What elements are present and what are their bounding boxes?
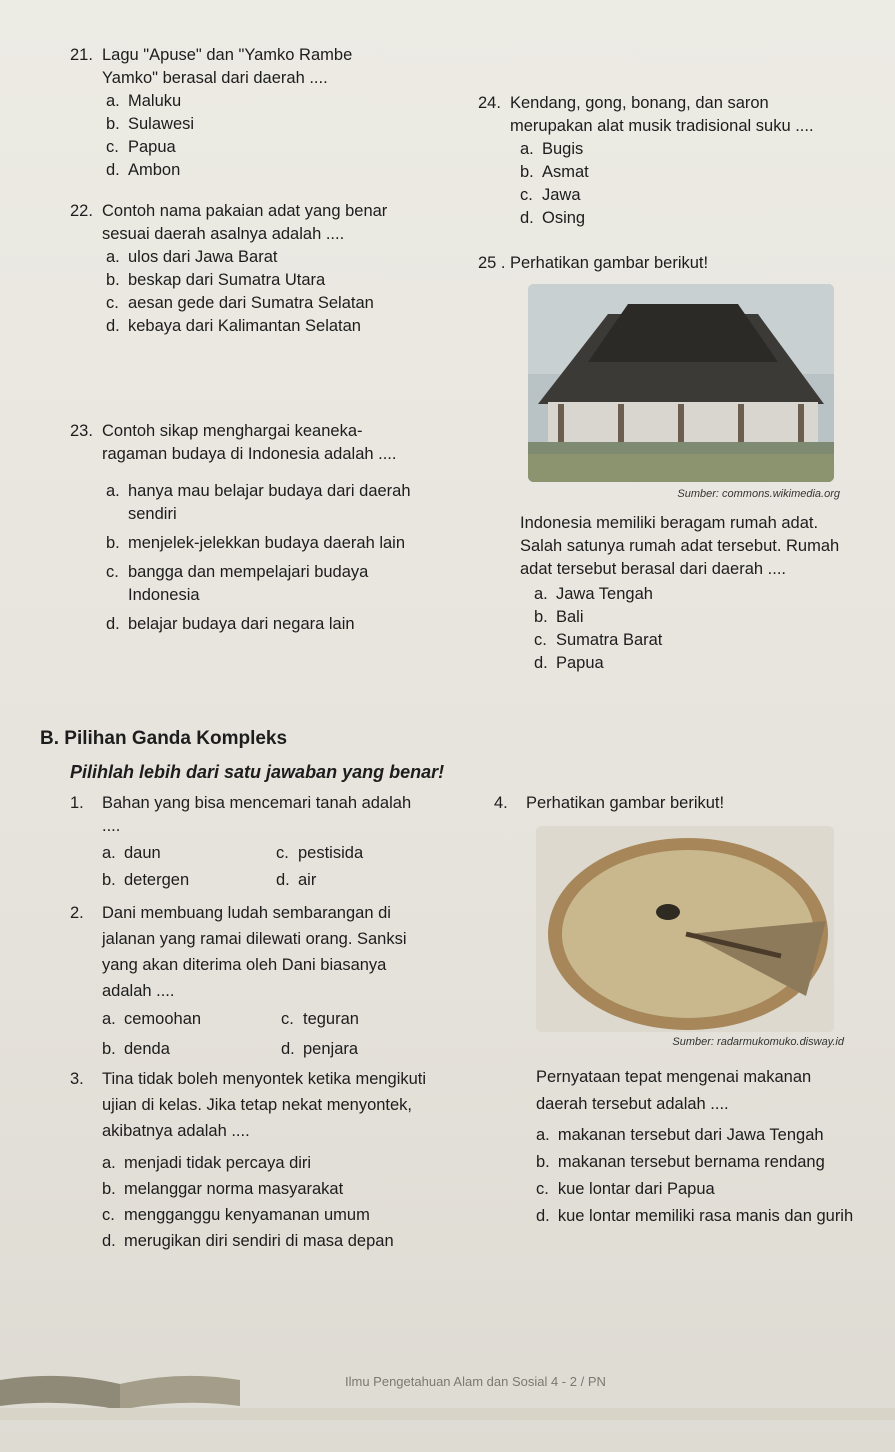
- question-25-body: Indonesia memiliki beragam rumah adat. Salah satunya rumah adat tersebut. Rumah adat tersebut berasal dari daerah .... a. Jawa Tengah b. Bali c. Sumatra Barat d. Papua: [520, 512, 850, 675]
- option[interactable]: c. pestisida: [276, 844, 364, 862]
- section-b-instruction: Pilihlah lebih dari satu jawaban yang benar!: [70, 762, 445, 782]
- kue-lontar-illustration: [536, 826, 834, 1032]
- option[interactable]: d. Papua: [534, 654, 604, 672]
- question-25: 25 . Perhatikan gambar berikut!: [478, 254, 709, 272]
- option[interactable]: c. Sumatra Barat: [534, 631, 663, 649]
- option[interactable]: a. menjadi tidak percaya diri: [102, 1154, 312, 1172]
- footer-text: Ilmu Pengetahuan Alam dan Sosial 4 - 2 / PN: [345, 1374, 606, 1389]
- option[interactable]: a. Bugis: [520, 140, 584, 158]
- option[interactable]: a. cemoohan: [102, 1010, 202, 1028]
- option[interactable]: c. bangga dan mempelajari budaya Indonesia: [106, 563, 369, 604]
- option[interactable]: b. Bali: [534, 608, 584, 626]
- option[interactable]: d. belajar budaya dari negara lain: [106, 615, 355, 633]
- option[interactable]: c. Jawa: [520, 186, 581, 204]
- option[interactable]: d. kebaya dari Kalimantan Selatan: [106, 317, 361, 335]
- question-22: 22. Contoh nama pakaian adat yang benar sesuai daerah asalnya adalah .... a. ulos dari Jawa Barat b. beskap dari Sumatra Utara c. aesan gede dari Sumatra Selatan d. kebaya dari Kalimantan Selatan: [70, 200, 440, 338]
- question-b1: 1. Bahan yang bisa mencemari tanah adalah .... a. daun c. pestisida b. detergen d. air: [70, 792, 450, 892]
- option[interactable]: a. ulos dari Jawa Barat: [106, 248, 278, 266]
- option[interactable]: b. makanan tersebut bernama rendang: [536, 1153, 825, 1171]
- option[interactable]: a. makanan tersebut dari Jawa Tengah: [536, 1126, 824, 1144]
- question-21: 21. Lagu "Apuse" dan "Yamko Rambe Yamko" berasal dari daerah .... a. Maluku b. Sulawesi c. Papua d. Ambon: [70, 44, 420, 182]
- option[interactable]: b. Asmat: [520, 163, 589, 181]
- option[interactable]: c. mengganggu kenyamanan umum: [102, 1206, 370, 1224]
- question-b2: 2. Dani membuang ludah sembarangan di jalanan yang ramai dilewati orang. Sanksi yang akan diterima oleh Dani biasanya adalah .... a. cemoohan c. teguran b. denda d. penjara: [70, 900, 460, 1062]
- option[interactable]: c. teguran: [281, 1010, 359, 1028]
- image-source: Sumber: commons.wikimedia.org: [677, 488, 840, 500]
- section-b-title: B. Pilihan Ganda Kompleks: [40, 728, 288, 749]
- rumah-adat-illustration: [528, 284, 834, 482]
- option[interactable]: d. penjara: [281, 1040, 359, 1058]
- footer-book-icon: [0, 1360, 895, 1420]
- option[interactable]: a. hanya mau belajar budaya dari daerah sendiri: [106, 482, 411, 523]
- option[interactable]: b. menjelek-jelekkan budaya daerah lain: [106, 534, 406, 552]
- option[interactable]: d. kue lontar memiliki rasa manis dan gurih: [536, 1207, 854, 1225]
- option[interactable]: b. denda: [102, 1040, 170, 1058]
- page-footer: [0, 1360, 895, 1420]
- option[interactable]: c. Papua: [106, 138, 176, 156]
- option[interactable]: c. aesan gede dari Sumatra Selatan: [106, 294, 374, 312]
- question-21-options: [70, 90, 420, 182]
- image-source: Sumber: radarmukomuko.disway.id: [672, 1036, 844, 1048]
- option[interactable]: a. daun: [102, 844, 161, 862]
- option[interactable]: b. Sulawesi: [106, 115, 195, 133]
- question-24: 24. Kendang, gong, bonang, dan saron merupakan alat musik tradisional suku .... a. Bugis b. Asmat c. Jawa d. Osing: [478, 92, 848, 230]
- option[interactable]: b. beskap dari Sumatra Utara: [106, 271, 326, 289]
- option[interactable]: a. Maluku: [106, 92, 182, 110]
- option[interactable]: d. Ambon: [106, 161, 181, 179]
- question-b3: 3. Tina tidak boleh menyontek ketika mengikuti ujian di kelas. Jika tetap nekat menyontek, akibatnya adalah .... a. menjadi tidak percaya diri b. melanggar norma masyarakat c. mengganggu kenyamanan umum d. merugikan diri sendiri di masa depan: [70, 1066, 460, 1254]
- question-b4: 4. Perhatikan gambar berikut!: [494, 794, 725, 812]
- option[interactable]: d. Osing: [520, 209, 586, 227]
- question-b4-body: Pernyataan tepat mengenai makanan daerah tersebut adalah .... a. makanan tersebut dari Jawa Tengah b. makanan tersebut bernama rendang c. kue lontar dari Papua d. kue lontar memiliki rasa manis dan gurih: [536, 1064, 856, 1230]
- option[interactable]: d. merugikan diri sendiri di masa depan: [102, 1232, 394, 1250]
- option[interactable]: b. melanggar norma masyarakat: [102, 1180, 344, 1198]
- option[interactable]: b. detergen: [102, 871, 190, 889]
- option[interactable]: a. Jawa Tengah: [534, 585, 653, 603]
- rumah-adat-photo: [528, 284, 834, 482]
- kue-lontar-photo: [536, 826, 834, 1032]
- option[interactable]: d. air: [276, 871, 317, 889]
- question-23: 23. Contoh sikap menghargai keaneka-ragaman budaya di Indonesia adalah .... a. hanya mau belajar budaya dari daerah sendiri b. menjelek-jelekkan budaya daerah lain c. bangga dan mempelajari budaya Indonesia d. belajar budaya dari negara lain: [70, 420, 450, 636]
- option[interactable]: c. kue lontar dari Papua: [536, 1180, 715, 1198]
